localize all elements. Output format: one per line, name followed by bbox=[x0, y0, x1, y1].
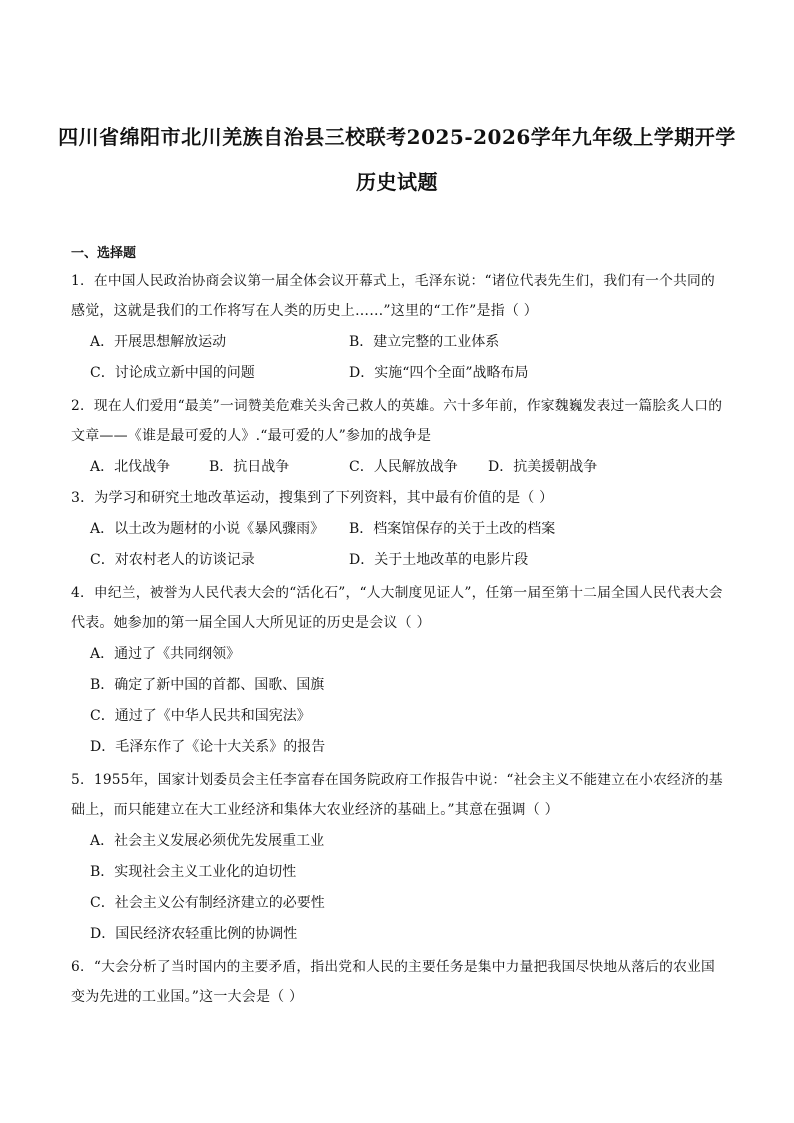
q1-option-b: B．建立完整的工业体系 bbox=[349, 334, 500, 350]
q3-stem-line1: 3．为学习和研究土地改革运动，搜集到了下列资料，其中最有价值的是（ ） bbox=[71, 490, 554, 506]
q5-option-b: B．实现社会主义工业化的迫切性 bbox=[90, 864, 297, 880]
q2-option-c: C．人民解放战争 bbox=[349, 459, 458, 475]
q2-option-a: A．北伐战争 bbox=[90, 459, 171, 475]
q4-option-c: C．通过了《中华人民共和国宪法》 bbox=[90, 708, 311, 724]
q4-option-d: D．毛泽东作了《论十大关系》的报告 bbox=[90, 739, 326, 755]
q1-option-a: A．开展思想解放运动 bbox=[90, 334, 227, 350]
section-heading: 一、选择题 bbox=[71, 246, 137, 261]
q1-option-c: C．讨论成立新中国的问题 bbox=[90, 365, 255, 381]
q3-option-a: A．以土改为题材的小说《暴风骤雨》 bbox=[90, 521, 325, 537]
q2-stem-line1: 2．现在人们爱用“最美”一词赞美危难关头舍己救人的英雄。六十多年前，作家魏巍发表过一篇脍炙人口的 bbox=[71, 398, 723, 414]
q2-stem-line2: 文章——《谁是最可爱的人》.“最可爱的人”参加的战争是 bbox=[71, 428, 432, 444]
q2-option-b: B．抗日战争 bbox=[209, 459, 290, 475]
q5-option-c: C．社会主义公有制经济建立的必要性 bbox=[90, 895, 325, 911]
q3-option-b: B．档案馆保存的关于土改的档案 bbox=[349, 521, 556, 537]
q1-stem-line2: 感觉，这就是我们的工作将写在人类的历史上……”这里的“工作”是指（ ） bbox=[71, 303, 538, 319]
q1-option-d: D．实施“四个全面”战略布局 bbox=[349, 365, 529, 381]
q2-option-d: D．抗美援朝战争 bbox=[488, 459, 598, 475]
q3-option-c: C．对农村老人的访谈记录 bbox=[90, 552, 255, 568]
q4-stem-line2: 代表。她参加的第一届全国人大所见证的历史是会议（ ） bbox=[71, 615, 431, 631]
q6-stem-line2: 变为先进的工业国。”这一大会是（ ） bbox=[71, 989, 304, 1005]
q4-option-a: A．通过了《共同纲领》 bbox=[90, 646, 241, 662]
q3-option-d: D．关于土地改革的电影片段 bbox=[349, 552, 529, 568]
q5-option-d: D．国民经济农轻重比例的协调性 bbox=[90, 926, 298, 942]
q4-stem-line1: 4．申纪兰，被誉为人民代表大会的“活化石”，“人大制度见证人”，任第一届至第十二届全国人民代表大会 bbox=[71, 585, 723, 601]
q5-stem-line1: 5．1955年，国家计划委员会主任李富春在国务院政府工作报告中说：“社会主义不能建立在小农经济的基 bbox=[71, 772, 723, 788]
exam-title-line2: 历史试题 bbox=[356, 170, 438, 194]
exam-title-line1: 四川省绵阳市北川羌族自治县三校联考2025-2026学年九年级上学期开学 bbox=[58, 125, 736, 149]
q6-stem-line1: 6．“大会分析了当时国内的主要矛盾，指出党和人民的主要任务是集中力量把我国尽快地从落后的农业国 bbox=[71, 959, 715, 975]
q1-stem-line1: 1．在中国人民政治协商会议第一届全体会议开幕式上，毛泽东说：“诸位代表先生们，我们有一个共同的 bbox=[71, 273, 715, 289]
q5-stem-line2: 础上，而只能建立在大工业经济和集体大农业经济的基础上。”其意在强调（ ） bbox=[71, 802, 559, 818]
q5-option-a: A．社会主义发展必须优先发展重工业 bbox=[90, 833, 325, 849]
q4-option-b: B．确定了新中国的首都、国歌、国旗 bbox=[90, 677, 325, 693]
